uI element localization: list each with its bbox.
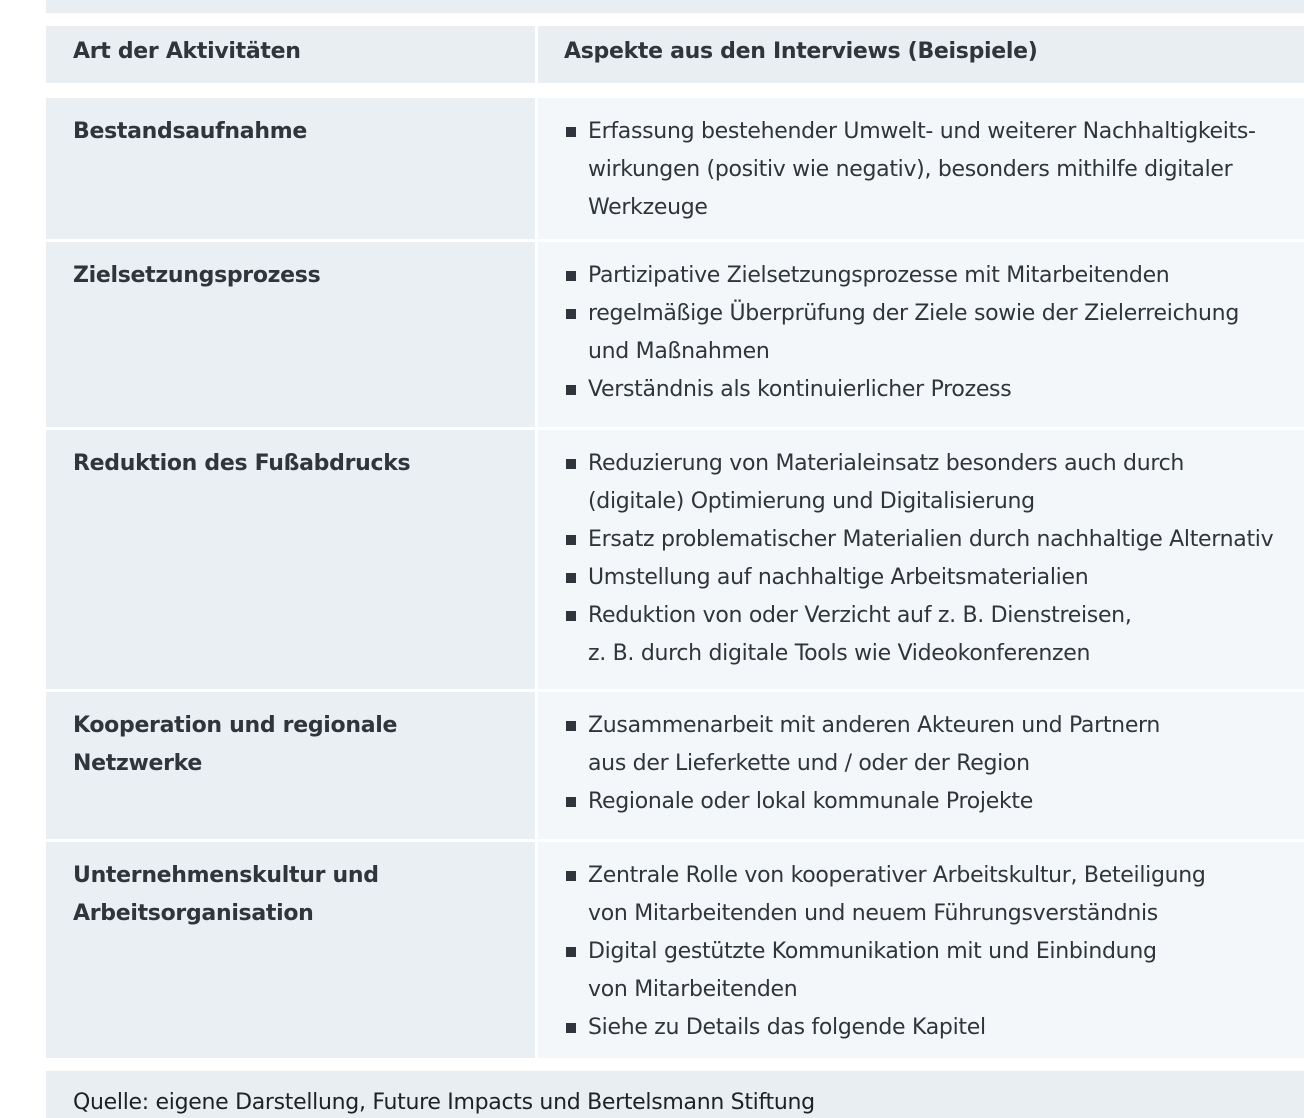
list-item: [564, 521, 1304, 559]
bullet-square-icon: [566, 947, 576, 957]
row-title: Bestandsaufnahme: [73, 119, 307, 144]
header-label-activity-type: Art der Aktivitäten: [73, 39, 301, 64]
bullet-square-icon: [566, 127, 576, 137]
list-item: [564, 1009, 1304, 1047]
table-row-aspects-cell: [538, 692, 1304, 839]
list-item-text: Erfassung bestehender Umwelt- und weiterer Nachhaltigkeits- wirkungen (positiv wie negativ), besonders mithilfe digitaler Werkzeuge: [588, 119, 1256, 220]
list-item-text: regelmäßige Überprüfung der Ziele sowie der Zielerreichung und Maßnahmen: [588, 301, 1239, 364]
row-title: Reduktion des Fußabdrucks: [73, 451, 411, 476]
header-label-interview-aspects: Aspekte aus den Interviews (Beispiele): [564, 39, 1038, 64]
bullet-square-icon: [566, 797, 576, 807]
list-item-text: Partizipative Zielsetzungsprozesse mit Mitarbeitenden: [588, 263, 1170, 288]
list-item-text: Ersatz problematischer Materialien durch nachhaltige Alternativ: [588, 527, 1274, 552]
table-row-aspects-cell: [538, 842, 1304, 1058]
list-item-text: Zentrale Rolle von kooperativer Arbeitskultur, Beteiligung von Mitarbeitenden und neuem Führungsverständnis: [588, 863, 1206, 926]
aspect-list: [564, 257, 1304, 409]
aspect-list: [564, 445, 1304, 673]
aspect-list: [564, 113, 1304, 227]
list-item-text: Digital gestützte Kommunikation mit und Einbindung von Mitarbeitenden: [588, 939, 1157, 1002]
list-item: [564, 559, 1304, 597]
list-item: [564, 445, 1304, 521]
bullet-square-icon: [566, 385, 576, 395]
list-item: [564, 257, 1304, 295]
table-row-aspects-cell: [538, 430, 1304, 689]
list-item-text: Regionale oder lokal kommunale Projekte: [588, 789, 1033, 814]
list-item: [564, 295, 1304, 371]
bullet-square-icon: [566, 871, 576, 881]
list-item: [564, 857, 1304, 933]
table-row-title-cell: [46, 842, 535, 1058]
bullet-square-icon: [566, 611, 576, 621]
bullet-square-icon: [566, 1023, 576, 1033]
source-text: Quelle: eigene Darstellung, Future Impacts und Bertelsmann Stiftung: [73, 1090, 815, 1115]
header-cell-interview-aspects: [538, 26, 1304, 83]
header-cell-activity-type: [46, 26, 535, 83]
list-item: [564, 113, 1304, 227]
list-item: [564, 371, 1304, 409]
aspect-list: [564, 707, 1304, 821]
list-item-text: Siehe zu Details das folgende Kapitel: [588, 1015, 986, 1040]
table-row-title-cell: [46, 430, 535, 689]
list-item-text: Reduzierung von Materialeinsatz besonders auch durch (digitale) Optimierung und Digitalisierung: [588, 451, 1185, 514]
row-title: Kooperation und regionale Netzwerke: [73, 713, 398, 776]
table-row-title-cell: [46, 242, 535, 427]
list-item-text: Verständnis als kontinuierlicher Prozess: [588, 377, 1012, 402]
bullet-square-icon: [566, 271, 576, 281]
table-row-title-cell: [46, 98, 535, 239]
list-item: [564, 783, 1304, 821]
row-title: Zielsetzungsprozess: [73, 263, 321, 288]
source-note: [46, 1071, 1304, 1118]
bullet-square-icon: [566, 309, 576, 319]
table-row-aspects-cell: [538, 98, 1304, 239]
table-row-aspects-cell: [538, 242, 1304, 427]
list-item-text: Zusammenarbeit mit anderen Akteuren und Partnern aus der Lieferkette und / oder der Region: [588, 713, 1161, 776]
list-item: [564, 933, 1304, 1009]
list-item-text: Umstellung auf nachhaltige Arbeitsmaterialien: [588, 565, 1089, 590]
list-item-text: Reduktion von oder Verzicht auf z. B. Dienstreisen, z. B. durch digitale Tools wie Videokonferenzen: [588, 603, 1132, 666]
list-item: [564, 597, 1304, 673]
bullet-square-icon: [566, 573, 576, 583]
row-title: Unternehmenskultur und Arbeitsorganisation: [73, 863, 379, 926]
top-strip: [46, 0, 1304, 13]
table-row-title-cell: [46, 692, 535, 839]
bullet-square-icon: [566, 459, 576, 469]
bullet-square-icon: [566, 535, 576, 545]
bullet-square-icon: [566, 721, 576, 731]
list-item: [564, 707, 1304, 783]
aspect-list: [564, 857, 1304, 1047]
